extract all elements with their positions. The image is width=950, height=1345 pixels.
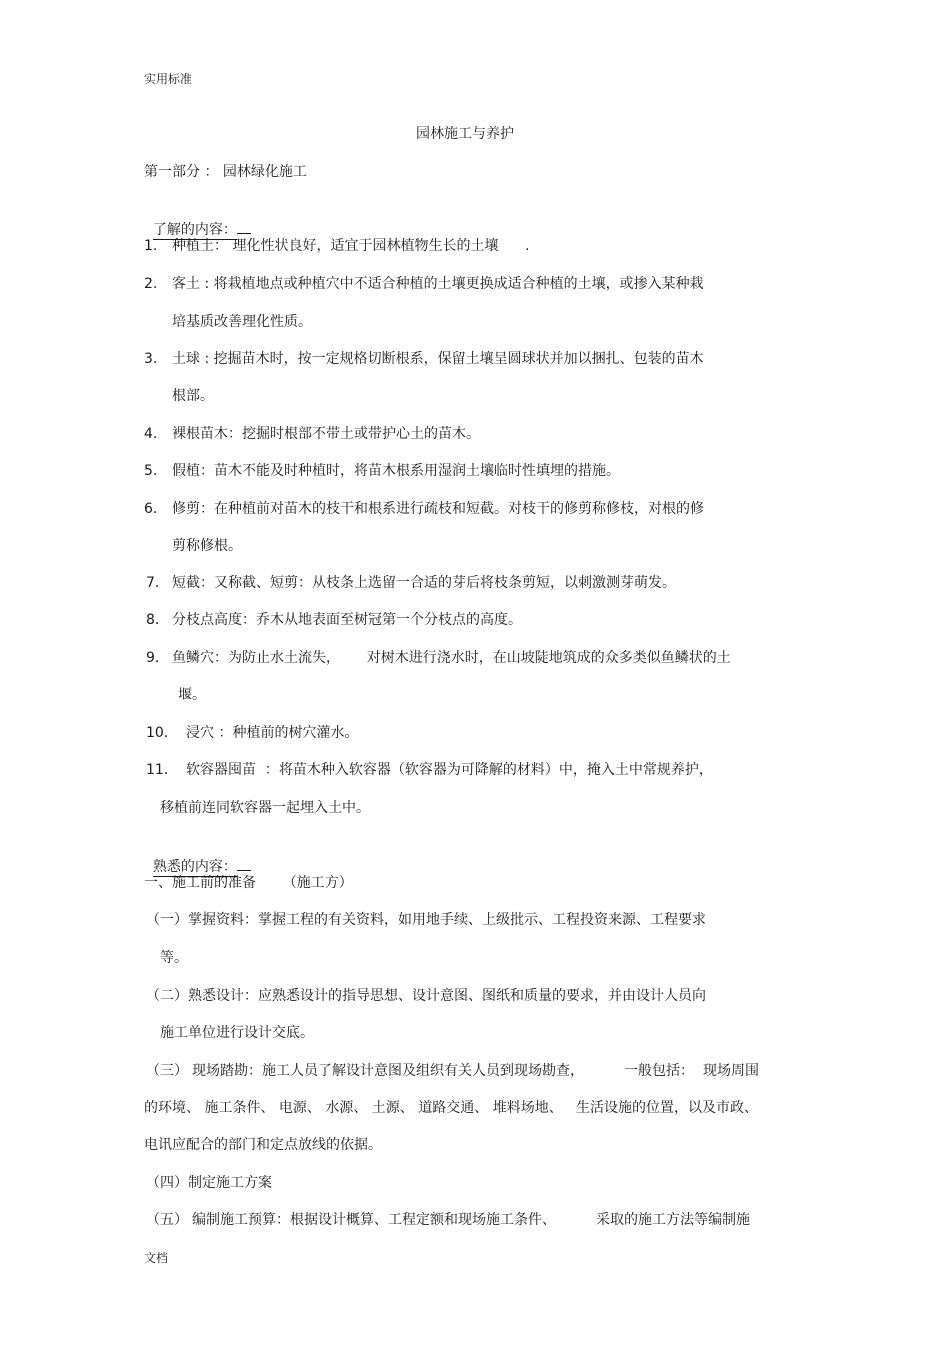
- definition-text: 土球 : 挖掘苗木时，按一定规格切断根系，保留土壤呈圆球状并加以捆扎、包装的苗木: [172, 351, 704, 367]
- definition-text: 培基质改善理化性质。: [172, 314, 312, 330]
- section-heading-text: 熟悉的内容：: [152, 859, 237, 875]
- prep-item-text: 熟悉设计：应熟悉设计的指导思想、设计意图、图纸和质量的要求，并由设计人员向: [188, 988, 706, 1004]
- definition-text: 浸穴 ：种植前的树穴灌水。: [186, 725, 359, 741]
- underline-tail: [237, 218, 251, 234]
- prep-item-text: 的环境、 施工条件、 电源、 水源、 土源、 道路交通、 堆料场地、 生活设施的位置，以及市政、: [144, 1100, 759, 1116]
- definition-text: 鱼鳞穴：为防止水土流失， 对树木进行浇水时，在山坡陡地筑成的众多类似鱼鳞状的土: [172, 650, 731, 666]
- definition-number: 11．: [146, 762, 178, 778]
- section-heading-text: 了解的内容：: [152, 222, 237, 238]
- definition-text: 剪称修根。: [172, 538, 242, 554]
- prep-heading: 一、施工前的准备 （施工方）: [144, 875, 353, 891]
- definition-text: 裸根苗木：挖掘时根部不带土或带护心土的苗木。: [172, 426, 480, 442]
- definition-number: 9．: [146, 650, 169, 666]
- page-header: 实用标准: [144, 72, 193, 86]
- document-title: 园林施工与养护: [416, 126, 514, 142]
- prep-item-text: 掌握资料：掌握工程的有关资料，如用地手续、上级批示、工程投资来源、工程要求: [188, 912, 706, 928]
- definition-text: 假植：苗木不能及时种植时，将苗木根系用湿润土壤临时性填埋的措施。: [172, 463, 620, 479]
- prep-item-label: （一）: [146, 912, 188, 928]
- part-heading: 第一部分 ： 园林绿化施工: [144, 164, 307, 180]
- prep-item-label: （三）: [146, 1063, 188, 1079]
- prep-item-text: 等。: [160, 950, 188, 966]
- prep-item-text: 制定施工方案: [188, 1175, 272, 1191]
- definition-text: 移植前连同软容器一起埋入土中。: [160, 800, 370, 816]
- definition-number: 5.: [144, 463, 158, 479]
- prep-item-text: 电讯应配合的部门和定点放线的依据。: [144, 1137, 382, 1153]
- definition-text: 客土 : 将栽植地点或种植穴中不适合种植的土壤更换成适合种植的土壤，或掺入某种栽: [172, 276, 704, 292]
- prep-item-text: 现场踏勘：施工人员了解设计意图及组织有关人员到现场勘查， 一般包括： 现场周围: [192, 1063, 759, 1079]
- definition-text: 分枝点高度：乔木从地表面至树冠第一个分枝点的高度。: [172, 612, 522, 628]
- prep-item-text: 编制施工预算：根据设计概算、工程定额和现场施工条件、 采取的施工方法等编制施: [192, 1212, 751, 1228]
- section-heading-understand: [144, 200, 251, 239]
- definition-number: 10．: [146, 725, 178, 741]
- definition-number: 3.: [144, 351, 158, 367]
- page-footer: 文档: [144, 1251, 169, 1265]
- definition-number: 4.: [144, 426, 158, 442]
- section-heading-familiar: [144, 837, 251, 876]
- definition-text: 种植土： 理化性状良好，适宜于园林植物生长的土壤 .: [172, 238, 530, 254]
- definition-text: 短截：又称截、短剪：从枝条上选留一合适的芽后将枝条剪短，以刺激测芽萌发。: [172, 575, 676, 591]
- prep-item-label: （四）: [146, 1175, 188, 1191]
- definition-number: 6.: [144, 501, 158, 517]
- prep-item-label: （二）: [146, 988, 188, 1004]
- definition-text: 修剪：在种植前对苗木的枝干和根系进行疏枝和短截。对枝干的修剪称修枝，对根的修: [172, 501, 704, 517]
- underline-tail: [237, 855, 251, 871]
- definition-number: 1.: [144, 238, 158, 254]
- definition-number: 7．: [146, 575, 169, 591]
- definition-number: 2.: [144, 276, 158, 292]
- prep-item-label: （五）: [146, 1212, 188, 1228]
- definition-text: 软容器囤苗 ：将苗木种入软容器（软容器为可降解的材料）中，掩入土中常规养护，: [186, 762, 713, 778]
- definition-text: 根部。: [172, 388, 214, 404]
- definition-number: 8．: [146, 612, 169, 628]
- prep-item-text: 施工单位进行设计交底。: [160, 1025, 314, 1041]
- definition-text: 堰。: [178, 687, 206, 703]
